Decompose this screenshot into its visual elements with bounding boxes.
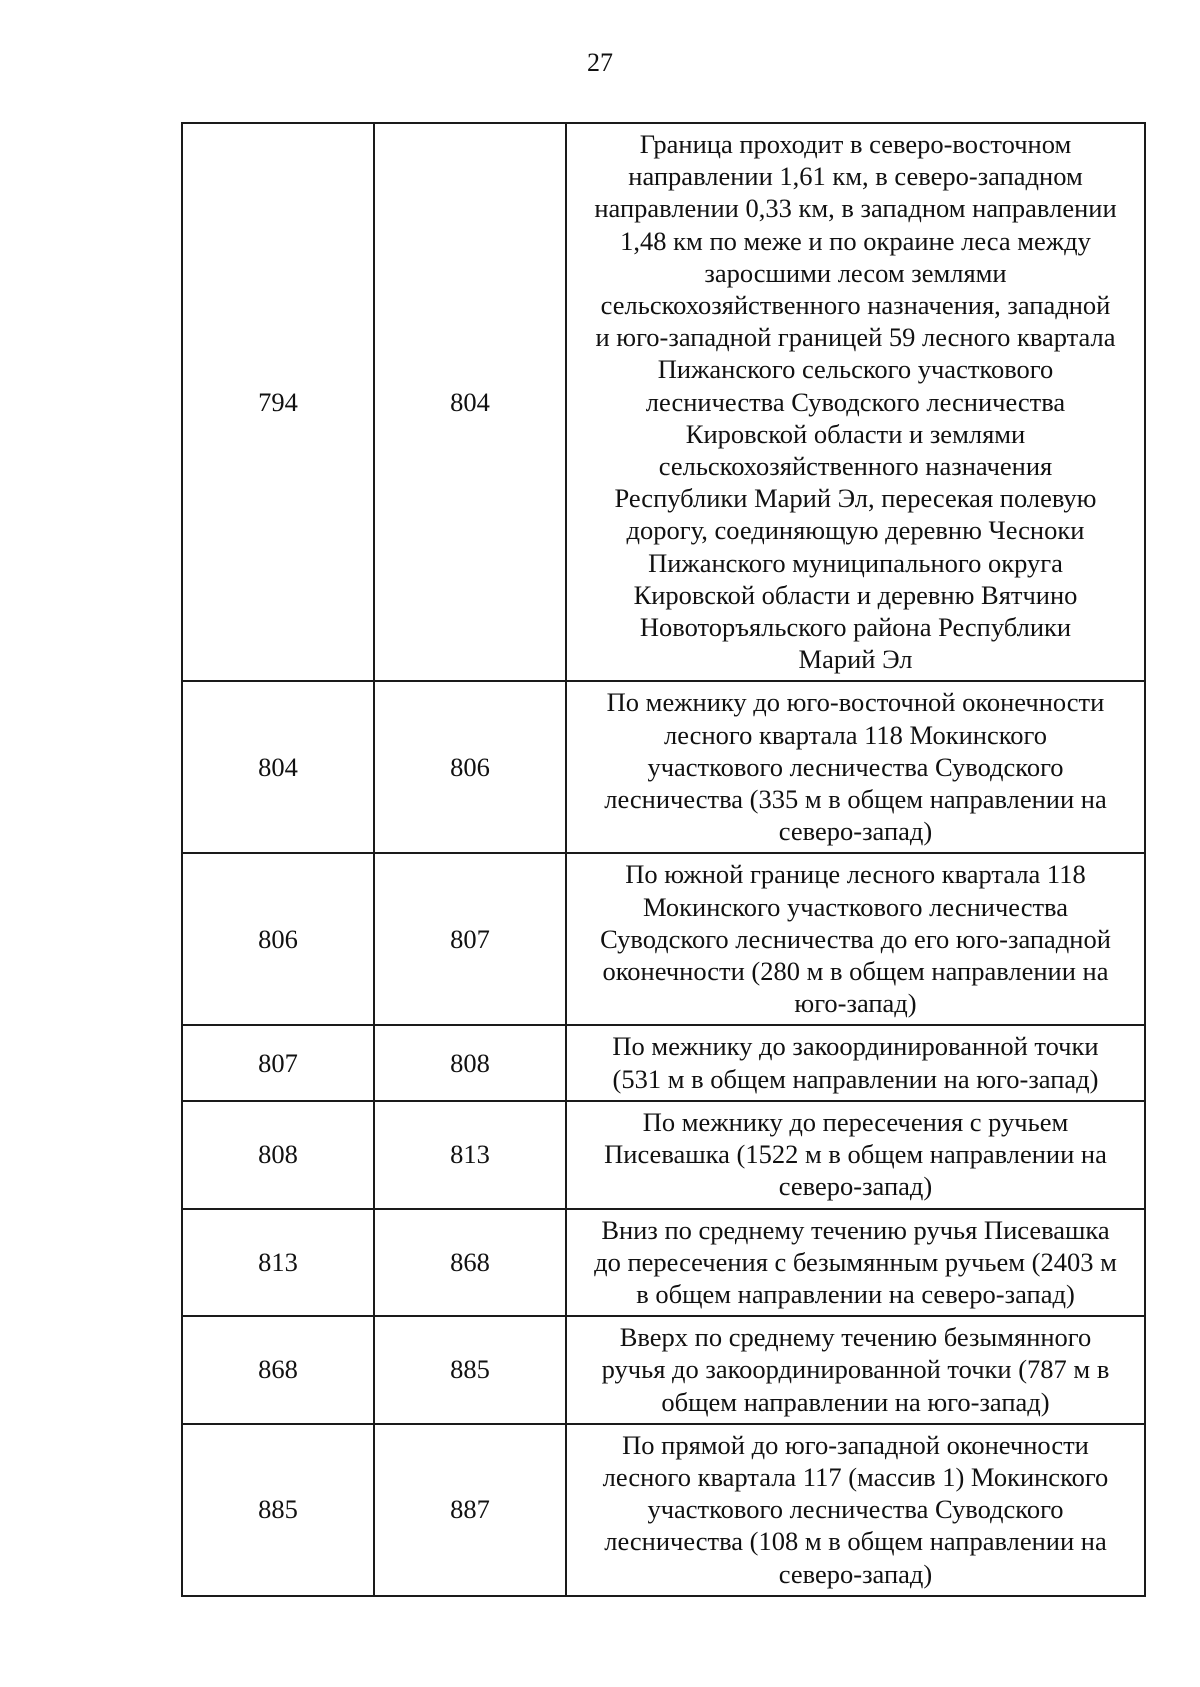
point-to-cell: 806 xyxy=(374,681,566,853)
description-line: сельскохозяйственного назначения, западной xyxy=(600,290,1111,321)
description-line: Кировской области и деревню Вятчино xyxy=(633,579,1078,610)
table-row xyxy=(182,853,1145,1025)
description-line: Вверх по среднему течению безымянного xyxy=(619,1322,1092,1353)
description-line: Писевашка (1522 м в общем направлении на xyxy=(604,1139,1107,1170)
point-from-cell: 807 xyxy=(182,1025,374,1100)
table-row xyxy=(182,123,1145,681)
description-line: северо-запад) xyxy=(778,1558,933,1589)
description-line: заросшими лесом землями xyxy=(704,257,1007,288)
description-line: Марий Эл xyxy=(798,644,913,675)
page-number: 27 xyxy=(587,48,613,77)
point-from-cell: 808 xyxy=(182,1101,374,1209)
point-from-cell: 794 xyxy=(182,123,374,681)
description-line: оконечности (280 м в общем направлении на xyxy=(602,956,1109,987)
description-line: Пижанского муниципального округа xyxy=(648,547,1063,578)
point-from-cell: 813 xyxy=(182,1209,374,1317)
description-line: Кировской области и землями xyxy=(685,418,1026,449)
description-line: лесного квартала 118 Мокинского xyxy=(664,719,1047,750)
description-line: направлении 0,33 км, в западном направлении xyxy=(594,193,1117,224)
point-from-cell: 868 xyxy=(182,1316,374,1424)
table-row xyxy=(182,1025,1145,1100)
point-to-cell: 885 xyxy=(374,1316,566,1424)
boundary-description-cell xyxy=(566,123,1145,681)
description-line: Пижанского сельского участкового xyxy=(657,354,1054,385)
description-line: Вниз по среднему течению ручья Писевашка xyxy=(601,1214,1110,1245)
description-line: лесничества Суводского лесничества xyxy=(645,386,1066,417)
description-line: Новоторъяльского района Республики xyxy=(639,612,1072,643)
description-line: лесничества (108 м в общем направлении на xyxy=(604,1526,1107,1557)
table-row xyxy=(182,1101,1145,1209)
table-row xyxy=(182,1316,1145,1424)
description-line: лесничества (335 м в общем направлении на xyxy=(604,784,1107,815)
description-line: 1,48 км по меже и по окраине леса между xyxy=(620,225,1091,256)
description-line: По межнику до юго-восточной оконечности xyxy=(606,687,1105,718)
description-line: По межнику до закоординированной точки xyxy=(612,1031,1099,1062)
boundary-description-cell xyxy=(566,1424,1145,1596)
description-line: юго-запад) xyxy=(794,988,917,1019)
point-to-cell: 807 xyxy=(374,853,566,1025)
description-line: лесного квартала 117 (массив 1) Мокинского xyxy=(602,1461,1109,1492)
description-line: ручья до закоординированной точки (787 м в xyxy=(601,1354,1110,1385)
point-from-cell: 804 xyxy=(182,681,374,853)
description-line: северо-запад) xyxy=(778,816,933,847)
description-line: дорогу, соединяющую деревню Чесноки xyxy=(626,515,1085,546)
boundary-description-cell xyxy=(566,1025,1145,1100)
table-row xyxy=(182,1209,1145,1317)
description-line: Республики Марий Эл, пересекая полевую xyxy=(614,483,1097,514)
description-line: участкового лесничества Суводского xyxy=(647,1494,1064,1525)
description-line: сельскохозяйственного назначения xyxy=(658,451,1053,482)
point-to-cell: 813 xyxy=(374,1101,566,1209)
description-line: в общем направлении на северо-запад) xyxy=(636,1278,1075,1309)
point-to-cell: 868 xyxy=(374,1209,566,1317)
table-row xyxy=(182,681,1145,853)
description-line: По прямой до юго-западной оконечности xyxy=(622,1429,1089,1460)
description-line: Граница проходит в северо-восточном xyxy=(639,129,1072,159)
boundary-description-cell xyxy=(566,681,1145,853)
description-line: Суводского лесничества до его юго-западной xyxy=(600,923,1111,954)
point-to-cell: 804 xyxy=(374,123,566,681)
boundary-description-cell xyxy=(566,1316,1145,1424)
description-line: общем направлении на юго-запад) xyxy=(661,1386,1050,1417)
boundary-table-body xyxy=(182,123,1145,1596)
description-line: северо-запад) xyxy=(778,1171,933,1202)
description-line: (531 м в общем направлении на юго-запад) xyxy=(612,1063,1099,1094)
point-from-cell: 885 xyxy=(182,1424,374,1596)
description-line: и юго-западной границей 59 лесного квартала xyxy=(595,322,1116,353)
description-line: Мокинского участкового лесничества xyxy=(643,891,1068,922)
boundary-table xyxy=(181,122,1146,1597)
boundary-description-cell xyxy=(566,853,1145,1025)
table-row xyxy=(182,1424,1145,1596)
point-to-cell: 887 xyxy=(374,1424,566,1596)
boundary-description-cell xyxy=(566,1101,1145,1209)
description-line: По межнику до пересечения с ручьем xyxy=(642,1106,1069,1137)
description-line: участкового лесничества Суводского xyxy=(647,751,1064,782)
description-line: По южной границе лесного квартала 118 xyxy=(625,859,1086,890)
description-line: до пересечения с безымянным ручьем (2403 м xyxy=(594,1246,1117,1277)
point-from-cell: 806 xyxy=(182,853,374,1025)
boundary-description-cell xyxy=(566,1209,1145,1317)
point-to-cell: 808 xyxy=(374,1025,566,1100)
description-line: направлении 1,61 км, в северо-западном xyxy=(628,161,1083,192)
